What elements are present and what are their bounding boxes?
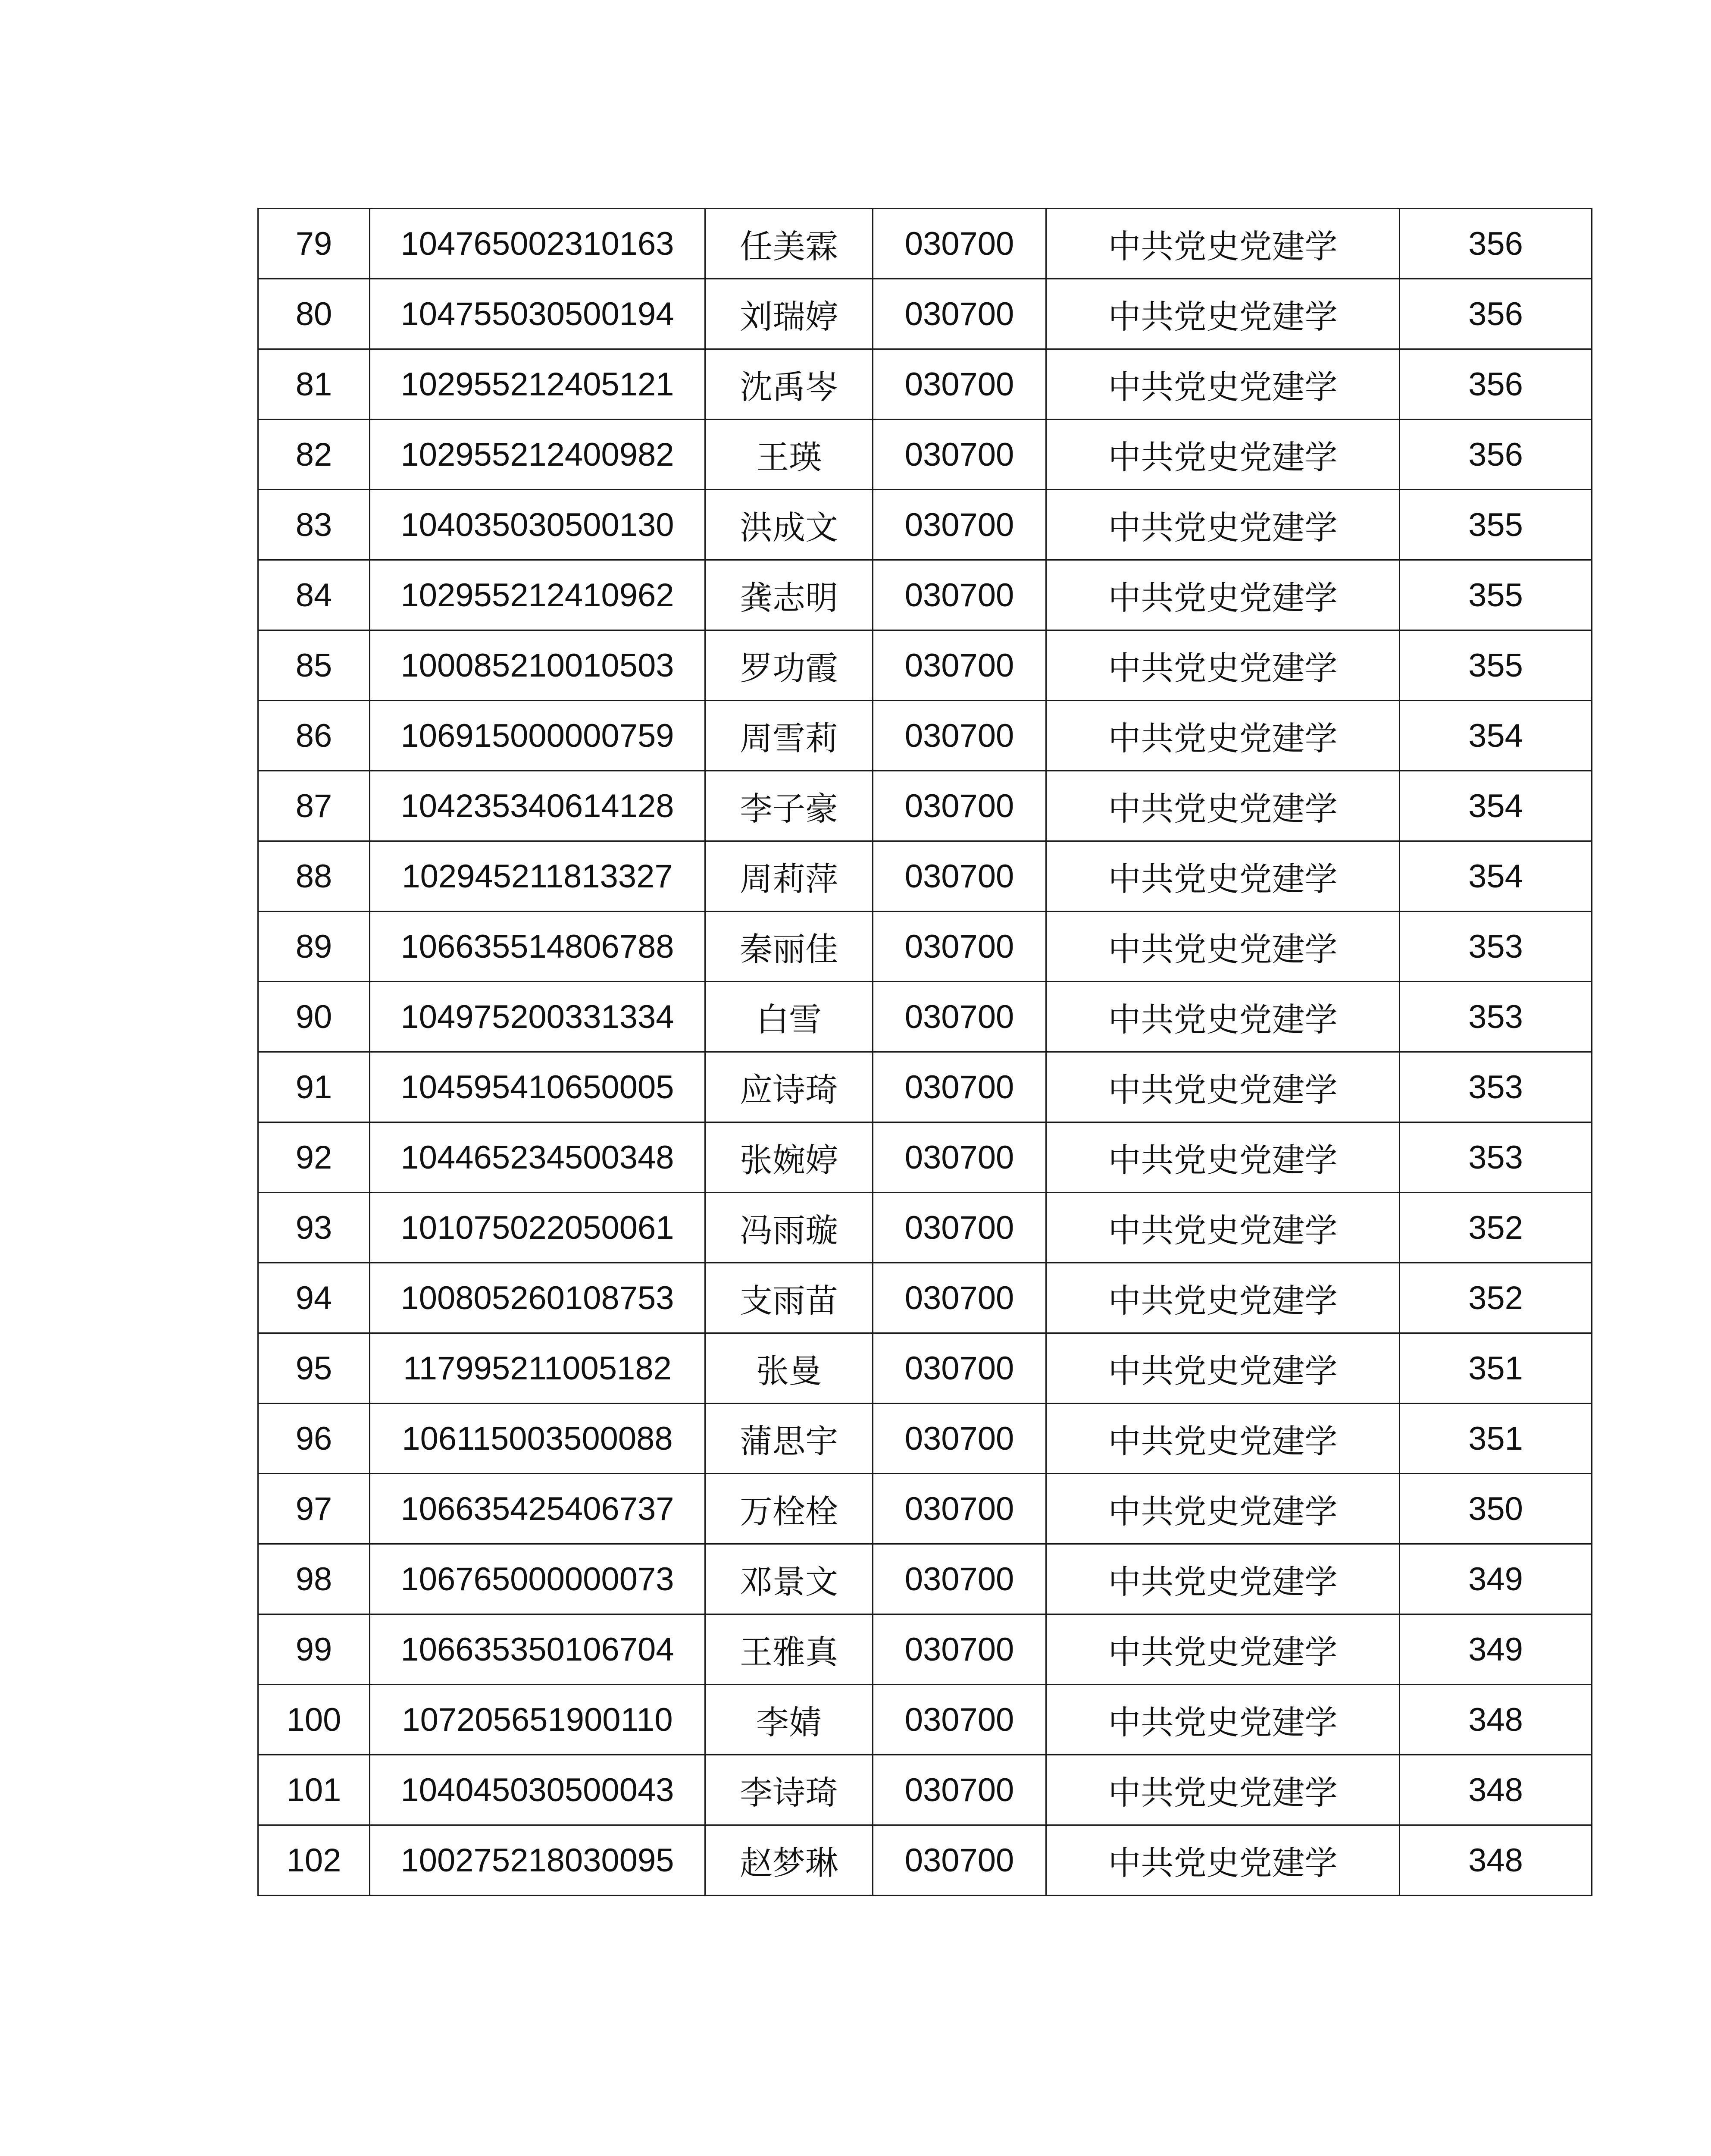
cell-seq: 101 bbox=[258, 1755, 370, 1825]
cell-score: 353 bbox=[1400, 1052, 1592, 1122]
cell-score: 353 bbox=[1400, 1122, 1592, 1193]
cell-score: 349 bbox=[1400, 1614, 1592, 1685]
cell-name: 应诗琦 bbox=[705, 1052, 873, 1122]
cell-name: 龚志明 bbox=[705, 560, 873, 630]
cell-major-name: 中共党史党建学 bbox=[1046, 982, 1400, 1052]
cell-name: 王瑛 bbox=[705, 420, 873, 490]
cell-major-code: 030700 bbox=[873, 1614, 1046, 1685]
cell-major-code: 030700 bbox=[873, 771, 1046, 841]
cell-name: 李子豪 bbox=[705, 771, 873, 841]
cell-major-code: 030700 bbox=[873, 209, 1046, 279]
table-row bbox=[258, 349, 1592, 420]
cell-seq: 90 bbox=[258, 982, 370, 1052]
cell-major-name: 中共党史党建学 bbox=[1046, 1193, 1400, 1263]
cell-seq: 92 bbox=[258, 1122, 370, 1193]
cell-major-code: 030700 bbox=[873, 490, 1046, 560]
table-row bbox=[258, 420, 1592, 490]
cell-major-name: 中共党史党建学 bbox=[1046, 630, 1400, 701]
cell-score: 349 bbox=[1400, 1544, 1592, 1614]
cell-major-name: 中共党史党建学 bbox=[1046, 1333, 1400, 1404]
cell-seq: 79 bbox=[258, 209, 370, 279]
table-row bbox=[258, 1193, 1592, 1263]
cell-name: 支雨苗 bbox=[705, 1263, 873, 1333]
cell-major-code: 030700 bbox=[873, 982, 1046, 1052]
cell-major-name: 中共党史党建学 bbox=[1046, 701, 1400, 771]
cell-name: 周莉萍 bbox=[705, 841, 873, 912]
cell-exam-id: 102955212410962 bbox=[370, 560, 705, 630]
cell-seq: 82 bbox=[258, 420, 370, 490]
cell-score: 355 bbox=[1400, 490, 1592, 560]
table-row bbox=[258, 490, 1592, 560]
cell-name: 白雪 bbox=[705, 982, 873, 1052]
cell-score: 352 bbox=[1400, 1193, 1592, 1263]
cell-score: 355 bbox=[1400, 560, 1592, 630]
cell-seq: 95 bbox=[258, 1333, 370, 1404]
cell-name: 秦丽佳 bbox=[705, 912, 873, 982]
cell-major-code: 030700 bbox=[873, 701, 1046, 771]
cell-major-code: 030700 bbox=[873, 420, 1046, 490]
cell-major-name: 中共党史党建学 bbox=[1046, 841, 1400, 912]
cell-major-name: 中共党史党建学 bbox=[1046, 1614, 1400, 1685]
cell-seq: 96 bbox=[258, 1404, 370, 1474]
cell-major-name: 中共党史党建学 bbox=[1046, 1685, 1400, 1755]
cell-seq: 84 bbox=[258, 560, 370, 630]
table-row bbox=[258, 1614, 1592, 1685]
table-row bbox=[258, 1825, 1592, 1896]
cell-major-name: 中共党史党建学 bbox=[1046, 420, 1400, 490]
cell-major-code: 030700 bbox=[873, 1685, 1046, 1755]
cell-name: 周雪莉 bbox=[705, 701, 873, 771]
cell-exam-id: 106635350106704 bbox=[370, 1614, 705, 1685]
cell-exam-id: 104035030500130 bbox=[370, 490, 705, 560]
cell-major-code: 030700 bbox=[873, 630, 1046, 701]
table-row bbox=[258, 1404, 1592, 1474]
cell-major-code: 030700 bbox=[873, 1333, 1046, 1404]
cell-major-name: 中共党史党建学 bbox=[1046, 209, 1400, 279]
cell-major-name: 中共党史党建学 bbox=[1046, 1474, 1400, 1544]
table-row bbox=[258, 209, 1592, 279]
table-row bbox=[258, 701, 1592, 771]
cell-score: 356 bbox=[1400, 420, 1592, 490]
cell-major-code: 030700 bbox=[873, 1122, 1046, 1193]
cell-seq: 88 bbox=[258, 841, 370, 912]
table-row bbox=[258, 1685, 1592, 1755]
cell-major-name: 中共党史党建学 bbox=[1046, 771, 1400, 841]
cell-name: 冯雨璇 bbox=[705, 1193, 873, 1263]
table-row bbox=[258, 279, 1592, 349]
cell-score: 356 bbox=[1400, 349, 1592, 420]
cell-seq: 81 bbox=[258, 349, 370, 420]
cell-score: 353 bbox=[1400, 982, 1592, 1052]
cell-seq: 91 bbox=[258, 1052, 370, 1122]
cell-name: 张曼 bbox=[705, 1333, 873, 1404]
cell-seq: 98 bbox=[258, 1544, 370, 1614]
admission-score-table bbox=[257, 208, 1592, 1896]
cell-seq: 83 bbox=[258, 490, 370, 560]
cell-seq: 102 bbox=[258, 1825, 370, 1896]
cell-exam-id: 106915000000759 bbox=[370, 701, 705, 771]
cell-score: 354 bbox=[1400, 771, 1592, 841]
cell-exam-id: 100275218030095 bbox=[370, 1825, 705, 1896]
cell-major-name: 中共党史党建学 bbox=[1046, 1825, 1400, 1896]
table-row bbox=[258, 982, 1592, 1052]
cell-exam-id: 104045030500043 bbox=[370, 1755, 705, 1825]
table-row bbox=[258, 1755, 1592, 1825]
cell-seq: 87 bbox=[258, 771, 370, 841]
cell-exam-id: 104235340614128 bbox=[370, 771, 705, 841]
cell-name: 万栓栓 bbox=[705, 1474, 873, 1544]
cell-score: 356 bbox=[1400, 209, 1592, 279]
cell-major-code: 030700 bbox=[873, 841, 1046, 912]
cell-seq: 80 bbox=[258, 279, 370, 349]
cell-exam-id: 106635514806788 bbox=[370, 912, 705, 982]
cell-seq: 100 bbox=[258, 1685, 370, 1755]
cell-seq: 93 bbox=[258, 1193, 370, 1263]
cell-major-name: 中共党史党建学 bbox=[1046, 912, 1400, 982]
cell-exam-id: 100805260108753 bbox=[370, 1263, 705, 1333]
cell-name: 罗功霞 bbox=[705, 630, 873, 701]
cell-major-code: 030700 bbox=[873, 1544, 1046, 1614]
cell-major-code: 030700 bbox=[873, 1404, 1046, 1474]
cell-major-name: 中共党史党建学 bbox=[1046, 1404, 1400, 1474]
cell-major-name: 中共党史党建学 bbox=[1046, 1052, 1400, 1122]
cell-score: 353 bbox=[1400, 912, 1592, 982]
cell-exam-id: 104755030500194 bbox=[370, 279, 705, 349]
cell-score: 350 bbox=[1400, 1474, 1592, 1544]
table-row bbox=[258, 630, 1592, 701]
cell-name: 王雅真 bbox=[705, 1614, 873, 1685]
cell-name: 任美霖 bbox=[705, 209, 873, 279]
cell-score: 356 bbox=[1400, 279, 1592, 349]
cell-major-code: 030700 bbox=[873, 349, 1046, 420]
cell-major-name: 中共党史党建学 bbox=[1046, 1755, 1400, 1825]
cell-exam-id: 102955212405121 bbox=[370, 349, 705, 420]
table-row bbox=[258, 841, 1592, 912]
cell-seq: 85 bbox=[258, 630, 370, 701]
cell-score: 352 bbox=[1400, 1263, 1592, 1333]
cell-exam-id: 104465234500348 bbox=[370, 1122, 705, 1193]
table-row bbox=[258, 1263, 1592, 1333]
cell-exam-id: 102945211813327 bbox=[370, 841, 705, 912]
cell-name: 蒲思宇 bbox=[705, 1404, 873, 1474]
cell-exam-id: 101075022050061 bbox=[370, 1193, 705, 1263]
table-row bbox=[258, 1544, 1592, 1614]
cell-name: 邓景文 bbox=[705, 1544, 873, 1614]
cell-major-name: 中共党史党建学 bbox=[1046, 279, 1400, 349]
cell-major-code: 030700 bbox=[873, 1474, 1046, 1544]
cell-seq: 94 bbox=[258, 1263, 370, 1333]
cell-name: 李诗琦 bbox=[705, 1755, 873, 1825]
cell-major-code: 030700 bbox=[873, 912, 1046, 982]
cell-seq: 97 bbox=[258, 1474, 370, 1544]
cell-seq: 86 bbox=[258, 701, 370, 771]
cell-major-code: 030700 bbox=[873, 1193, 1046, 1263]
table-row bbox=[258, 1122, 1592, 1193]
cell-major-code: 030700 bbox=[873, 1052, 1046, 1122]
cell-score: 351 bbox=[1400, 1333, 1592, 1404]
table-row bbox=[258, 560, 1592, 630]
cell-score: 348 bbox=[1400, 1825, 1592, 1896]
table-row bbox=[258, 771, 1592, 841]
cell-major-code: 030700 bbox=[873, 1825, 1046, 1896]
cell-exam-id: 102955212400982 bbox=[370, 420, 705, 490]
cell-exam-id: 104595410650005 bbox=[370, 1052, 705, 1122]
cell-exam-id: 107205651900110 bbox=[370, 1685, 705, 1755]
table-body bbox=[258, 209, 1592, 1896]
cell-name: 洪成文 bbox=[705, 490, 873, 560]
cell-name: 赵梦琳 bbox=[705, 1825, 873, 1896]
cell-major-name: 中共党史党建学 bbox=[1046, 1544, 1400, 1614]
table-row bbox=[258, 1052, 1592, 1122]
cell-seq: 99 bbox=[258, 1614, 370, 1685]
cell-major-code: 030700 bbox=[873, 560, 1046, 630]
cell-score: 355 bbox=[1400, 630, 1592, 701]
cell-exam-id: 106115003500088 bbox=[370, 1404, 705, 1474]
cell-major-name: 中共党史党建学 bbox=[1046, 1263, 1400, 1333]
cell-major-name: 中共党史党建学 bbox=[1046, 490, 1400, 560]
cell-exam-id: 104975200331334 bbox=[370, 982, 705, 1052]
cell-name: 李婧 bbox=[705, 1685, 873, 1755]
cell-seq: 89 bbox=[258, 912, 370, 982]
cell-score: 354 bbox=[1400, 841, 1592, 912]
table-row bbox=[258, 1333, 1592, 1404]
cell-major-code: 030700 bbox=[873, 279, 1046, 349]
cell-exam-id: 117995211005182 bbox=[370, 1333, 705, 1404]
cell-major-code: 030700 bbox=[873, 1263, 1046, 1333]
cell-major-code: 030700 bbox=[873, 1755, 1046, 1825]
cell-major-name: 中共党史党建学 bbox=[1046, 1122, 1400, 1193]
cell-score: 354 bbox=[1400, 701, 1592, 771]
cell-exam-id: 106635425406737 bbox=[370, 1474, 705, 1544]
cell-exam-id: 106765000000073 bbox=[370, 1544, 705, 1614]
cell-score: 351 bbox=[1400, 1404, 1592, 1474]
cell-major-name: 中共党史党建学 bbox=[1046, 560, 1400, 630]
table-row bbox=[258, 912, 1592, 982]
cell-score: 348 bbox=[1400, 1755, 1592, 1825]
table-row bbox=[258, 1474, 1592, 1544]
cell-score: 348 bbox=[1400, 1685, 1592, 1755]
cell-name: 张婉婷 bbox=[705, 1122, 873, 1193]
cell-exam-id: 104765002310163 bbox=[370, 209, 705, 279]
cell-name: 刘瑞婷 bbox=[705, 279, 873, 349]
cell-exam-id: 100085210010503 bbox=[370, 630, 705, 701]
cell-major-name: 中共党史党建学 bbox=[1046, 349, 1400, 420]
cell-name: 沈禹岑 bbox=[705, 349, 873, 420]
